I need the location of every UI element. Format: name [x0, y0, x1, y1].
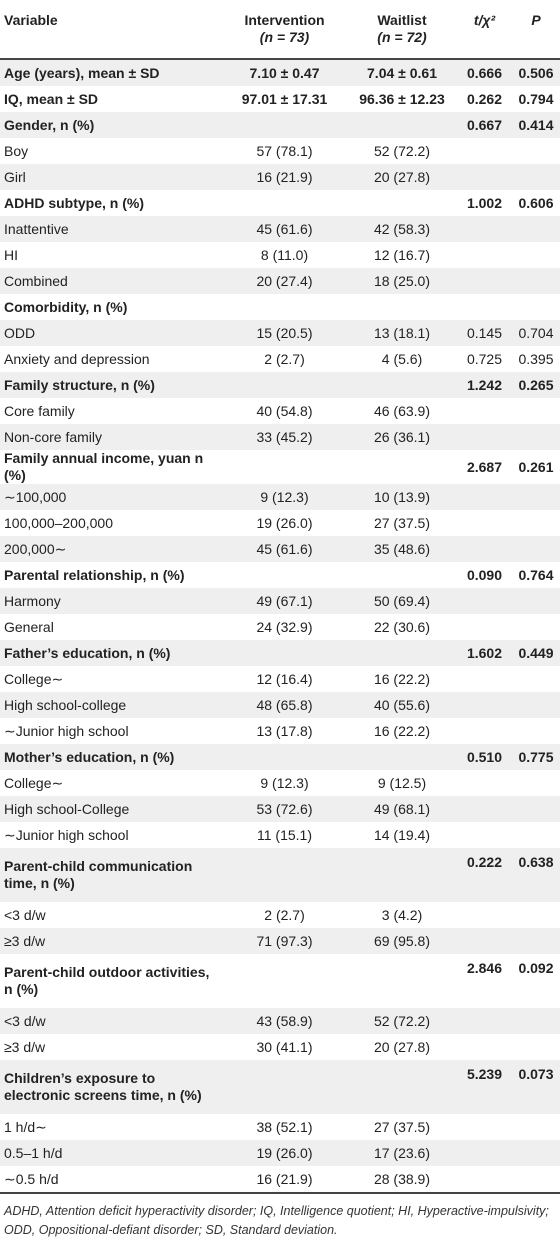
- row-label: HI: [4, 246, 18, 263]
- waitlist-value: 49 (68.1): [347, 796, 457, 822]
- row-label: ODD: [0, 320, 222, 346]
- intervention-value: [222, 1060, 347, 1114]
- intervention-value: 16 (21.9): [222, 164, 347, 190]
- intervention-value: [222, 372, 347, 398]
- intervention-value: [222, 744, 347, 770]
- p-value: 0.073: [512, 1060, 560, 1114]
- table-section-row: [0, 86, 560, 112]
- table-row: [0, 796, 560, 822]
- row-label: 1 h/d∼: [4, 1118, 47, 1135]
- waitlist-value: 96.36 ± 12.23: [359, 90, 445, 107]
- intervention-value: 2 (2.7): [264, 350, 305, 367]
- waitlist-value: 13 (18.1): [347, 320, 457, 346]
- row-label: IQ, mean ± SD: [4, 90, 99, 107]
- stat-value: 1.602: [457, 640, 512, 666]
- row-label: ∼Junior high school: [4, 826, 129, 843]
- row-label: College∼: [4, 670, 64, 687]
- intervention-value: 24 (32.9): [256, 618, 313, 635]
- p-value: [512, 138, 560, 164]
- row-label: Family structure, n (%): [0, 372, 222, 398]
- p-value: [512, 398, 560, 424]
- p-value: [512, 424, 560, 450]
- intervention-value: 57 (78.1): [256, 142, 313, 159]
- stat-value: 0.090: [466, 566, 503, 583]
- waitlist-value: [347, 372, 457, 398]
- p-value: [512, 510, 560, 536]
- table-row: [0, 164, 560, 190]
- stat-value: [457, 718, 512, 744]
- intervention-value: [222, 294, 347, 320]
- stat-value: 0.510: [457, 744, 512, 770]
- table-row: [0, 216, 560, 242]
- intervention-value: 38 (52.1): [256, 1118, 313, 1135]
- p-value: [512, 692, 560, 718]
- waitlist-value: 16 (22.2): [373, 722, 431, 739]
- stat-value: 0.667: [457, 112, 512, 138]
- header-waitlist: [347, 0, 457, 59]
- waitlist-value: [347, 562, 457, 588]
- waitlist-value: 28 (38.9): [373, 1170, 431, 1187]
- waitlist-value: [347, 954, 457, 1008]
- waitlist-value: 20 (27.8): [347, 164, 457, 190]
- stat-value: [457, 242, 512, 268]
- stat-value: 0.145: [457, 320, 512, 346]
- p-value: [512, 294, 560, 320]
- table-header-row: [0, 0, 560, 59]
- p-value: [512, 614, 560, 640]
- intervention-value: 2 (2.7): [264, 906, 305, 923]
- waitlist-value: 52 (72.2): [347, 1008, 457, 1034]
- p-value: 0.265: [512, 372, 560, 398]
- footnote-row: [0, 1193, 560, 1246]
- intervention-value: 53 (72.6): [222, 796, 347, 822]
- table-row: [0, 928, 560, 954]
- stat-value: [457, 424, 512, 450]
- table-section-row: [0, 848, 560, 902]
- table-row: [0, 536, 560, 562]
- p-value: [512, 216, 560, 242]
- table-section-row: [0, 372, 560, 398]
- stat-value: [457, 1008, 512, 1034]
- table-row: [0, 1140, 560, 1166]
- waitlist-value: 27 (37.5): [373, 1118, 431, 1135]
- p-value: [512, 1166, 560, 1193]
- table-row: [0, 1008, 560, 1034]
- stat-value: [457, 510, 512, 536]
- p-value: [512, 1114, 560, 1140]
- intervention-value: 49 (67.1): [222, 588, 347, 614]
- header-variable: Variable: [4, 12, 58, 28]
- stat-value: [457, 902, 512, 928]
- stat-value: [457, 614, 512, 640]
- p-value: [512, 902, 560, 928]
- p-value: [512, 164, 560, 190]
- p-value: 0.449: [512, 640, 560, 666]
- stat-value: 1.002: [466, 194, 503, 211]
- p-value: 0.794: [518, 90, 554, 107]
- table-row: [0, 510, 560, 536]
- row-label: General: [4, 618, 54, 635]
- table-row: [0, 268, 560, 294]
- stat-value: [457, 692, 512, 718]
- table-row: [0, 1114, 560, 1140]
- table-row: [0, 1034, 560, 1060]
- intervention-value: 30 (41.1): [256, 1038, 313, 1055]
- header-stat: t/χ²: [473, 12, 496, 28]
- row-label: <3 d/w: [0, 1008, 222, 1034]
- row-label: Comorbidity, n (%): [4, 298, 128, 315]
- table-section-row: [0, 112, 560, 138]
- intervention-value: 48 (65.8): [222, 692, 347, 718]
- waitlist-value: 18 (25.0): [347, 268, 457, 294]
- stat-value: [457, 268, 512, 294]
- p-value: [512, 822, 560, 848]
- p-value: [512, 770, 560, 796]
- table-section-row: [0, 744, 560, 770]
- intervention-value: 13 (17.8): [256, 722, 313, 739]
- waitlist-value: [347, 640, 457, 666]
- stat-value: 0.666: [457, 59, 512, 86]
- table-section-row: [0, 1060, 560, 1114]
- p-value: 0.395: [518, 350, 554, 367]
- intervention-value: [222, 640, 347, 666]
- waitlist-value: 14 (19.4): [373, 826, 431, 843]
- stat-value: [457, 770, 512, 796]
- intervention-value: 15 (20.5): [222, 320, 347, 346]
- p-value: [512, 718, 560, 744]
- stat-value: [457, 294, 512, 320]
- p-value: [512, 588, 560, 614]
- row-label: Girl: [0, 164, 222, 190]
- stat-value: [457, 588, 512, 614]
- row-label: Boy: [4, 142, 29, 159]
- p-value: 0.606: [518, 194, 554, 211]
- p-value: [512, 242, 560, 268]
- header-p: P: [531, 12, 541, 28]
- intervention-value: 40 (54.8): [256, 402, 313, 419]
- row-label: High school-College: [0, 796, 222, 822]
- intervention-value: 9 (12.3): [222, 484, 347, 510]
- intervention-value: [222, 954, 347, 1008]
- row-label: Harmony: [0, 588, 222, 614]
- waitlist-value: 26 (36.1): [347, 424, 457, 450]
- row-label: Combined: [0, 268, 222, 294]
- intervention-value: [222, 450, 347, 484]
- intervention-value: 71 (97.3): [222, 928, 347, 954]
- p-value: 0.414: [512, 112, 560, 138]
- row-label: 200,000∼: [0, 536, 222, 562]
- table-row: [0, 770, 560, 796]
- table-row: [0, 588, 560, 614]
- row-label: Age (years), mean ± SD: [0, 59, 222, 86]
- waitlist-value: [347, 294, 457, 320]
- intervention-value: 9 (12.3): [260, 774, 309, 791]
- stat-value: [457, 164, 512, 190]
- intervention-value: 19 (26.0): [256, 514, 313, 531]
- header-waitlist-n: (n = 72): [377, 29, 427, 45]
- row-label: ∼0.5 h/d: [4, 1170, 59, 1187]
- header-intervention: [222, 0, 347, 59]
- row-label: ∼100,000: [0, 484, 222, 510]
- waitlist-value: 3 (4.2): [381, 906, 423, 923]
- p-value: 0.704: [512, 320, 560, 346]
- table-row: [0, 346, 560, 372]
- p-value: 0.775: [512, 744, 560, 770]
- stat-value: [457, 1034, 512, 1060]
- intervention-value: 97.01 ± 17.31: [241, 90, 328, 107]
- waitlist-value: 27 (37.5): [373, 514, 431, 531]
- table-row: [0, 822, 560, 848]
- stat-value: [457, 138, 512, 164]
- header-waitlist-label: Waitlist: [377, 12, 427, 28]
- waitlist-value: 7.04 ± 0.61: [347, 59, 457, 86]
- waitlist-value: 40 (55.6): [347, 692, 457, 718]
- p-value: [512, 1034, 560, 1060]
- p-value: [512, 796, 560, 822]
- stat-value: 0.222: [457, 848, 512, 902]
- table-row: [0, 692, 560, 718]
- row-label: Inattentive: [0, 216, 222, 242]
- intervention-value: 11 (15.1): [257, 826, 312, 843]
- header-intervention-label: Intervention: [244, 12, 325, 28]
- p-value: [512, 484, 560, 510]
- row-label: 100,000–200,000: [4, 514, 113, 531]
- row-label: ∼Junior high school: [4, 722, 129, 739]
- intervention-value: [222, 112, 347, 138]
- waitlist-value: 52 (72.2): [373, 142, 431, 159]
- waitlist-value: 22 (30.6): [373, 618, 431, 635]
- table-row: [0, 666, 560, 692]
- stat-value: 0.262: [466, 90, 503, 107]
- stat-value: [457, 1166, 512, 1193]
- table-row: [0, 242, 560, 268]
- waitlist-value: [347, 190, 457, 216]
- row-label: Parent-child outdoor activities, n (%): [4, 964, 210, 997]
- row-label: Core family: [4, 402, 75, 419]
- waitlist-value: 69 (95.8): [347, 928, 457, 954]
- row-label: Non-core family: [0, 424, 222, 450]
- waitlist-value: 20 (27.8): [373, 1038, 431, 1055]
- stat-value: 1.242: [457, 372, 512, 398]
- table-section-row: [0, 954, 560, 1008]
- row-label: Anxiety and depression: [4, 350, 150, 367]
- row-label: ADHD subtype, n (%): [4, 194, 144, 211]
- intervention-value: 19 (26.0): [222, 1140, 347, 1166]
- stat-value: 0.725: [466, 350, 503, 367]
- intervention-value: 20 (27.4): [222, 268, 347, 294]
- intervention-value: 7.10 ± 0.47: [222, 59, 347, 86]
- table-section-row: [0, 562, 560, 588]
- table-row: [0, 902, 560, 928]
- waitlist-value: [347, 1060, 457, 1114]
- row-label: ≥3 d/w: [4, 1038, 46, 1055]
- stat-value: [457, 1140, 512, 1166]
- stat-value: [457, 822, 512, 848]
- waitlist-value: 35 (48.6): [347, 536, 457, 562]
- stat-value: [457, 1114, 512, 1140]
- waitlist-value: 16 (22.2): [373, 670, 431, 687]
- row-label: Family annual income, yuan n (%): [4, 450, 204, 483]
- stat-value: [457, 536, 512, 562]
- row-label: High school-college: [0, 692, 222, 718]
- waitlist-value: 4 (5.6): [381, 350, 423, 367]
- p-value: [512, 928, 560, 954]
- header-intervention-n: (n = 73): [259, 29, 310, 45]
- table-row: [0, 424, 560, 450]
- row-label: Parent-child communication time, n (%): [0, 848, 222, 902]
- table-section-row: [0, 640, 560, 666]
- table-row: [0, 138, 560, 164]
- row-label: 0.5–1 h/d: [0, 1140, 222, 1166]
- row-label: Children’s exposure to electronic screens time, n (%): [0, 1060, 222, 1114]
- waitlist-value: [347, 450, 457, 484]
- table-row: [0, 718, 560, 744]
- intervention-value: 45 (61.6): [222, 216, 347, 242]
- intervention-value: [222, 562, 347, 588]
- row-label: Father’s education, n (%): [0, 640, 222, 666]
- stat-value: [457, 484, 512, 510]
- p-value: [512, 268, 560, 294]
- table-row: [0, 614, 560, 640]
- footnote: ADHD, Attention deficit hyperactivity disorder; IQ, Intelligence quotient; HI, Hyperactive-impulsivity; ODD, Oppositional-defiant disorder; SD, Standard deviation.: [0, 1193, 560, 1246]
- waitlist-value: 10 (13.9): [347, 484, 457, 510]
- waitlist-value: 12 (16.7): [373, 246, 431, 263]
- intervention-value: 12 (16.4): [256, 670, 313, 687]
- row-label: Mother’s education, n (%): [0, 744, 222, 770]
- waitlist-value: 42 (58.3): [347, 216, 457, 242]
- waitlist-value: [347, 744, 457, 770]
- row-label: Parental relationship, n (%): [4, 566, 185, 583]
- table-row: [0, 484, 560, 510]
- p-value: [512, 536, 560, 562]
- table-row: [0, 1166, 560, 1193]
- stat-value: [457, 216, 512, 242]
- intervention-value: 43 (58.9): [222, 1008, 347, 1034]
- table-section-row: [0, 294, 560, 320]
- stat-value: [457, 928, 512, 954]
- intervention-value: 8 (11.0): [260, 246, 309, 263]
- p-value: 0.764: [518, 566, 554, 583]
- stat-value: 5.239: [457, 1060, 512, 1114]
- row-label: Gender, n (%): [0, 112, 222, 138]
- table-row: [0, 398, 560, 424]
- waitlist-value: 50 (69.4): [347, 588, 457, 614]
- waitlist-value: 46 (63.9): [373, 402, 431, 419]
- row-label: College∼: [4, 774, 64, 791]
- intervention-value: 45 (61.6): [222, 536, 347, 562]
- table-body: [0, 59, 560, 1193]
- p-value: 0.506: [512, 59, 560, 86]
- p-value: [512, 1008, 560, 1034]
- stat-value: 2.687: [466, 458, 503, 475]
- table-row: [0, 320, 560, 346]
- stat-value: 2.846: [466, 960, 503, 976]
- table-section-row: [0, 190, 560, 216]
- waitlist-value: 9 (12.5): [377, 774, 427, 791]
- p-value: 0.261: [518, 458, 554, 475]
- row-label: ≥3 d/w: [0, 928, 222, 954]
- p-value: 0.638: [512, 848, 560, 902]
- table-section-row: [0, 59, 560, 86]
- intervention-value: [222, 190, 347, 216]
- stat-value: [457, 398, 512, 424]
- p-value: 0.092: [518, 960, 554, 976]
- intervention-value: [222, 848, 347, 902]
- waitlist-value: 17 (23.6): [347, 1140, 457, 1166]
- table-section-row: [0, 450, 560, 484]
- p-value: [512, 1140, 560, 1166]
- intervention-value: 16 (21.9): [256, 1170, 313, 1187]
- intervention-value: 33 (45.2): [222, 424, 347, 450]
- p-value: [512, 666, 560, 692]
- waitlist-value: [347, 848, 457, 902]
- stat-value: [457, 666, 512, 692]
- stat-value: [457, 796, 512, 822]
- row-label: <3 d/w: [4, 906, 46, 923]
- waitlist-value: [347, 112, 457, 138]
